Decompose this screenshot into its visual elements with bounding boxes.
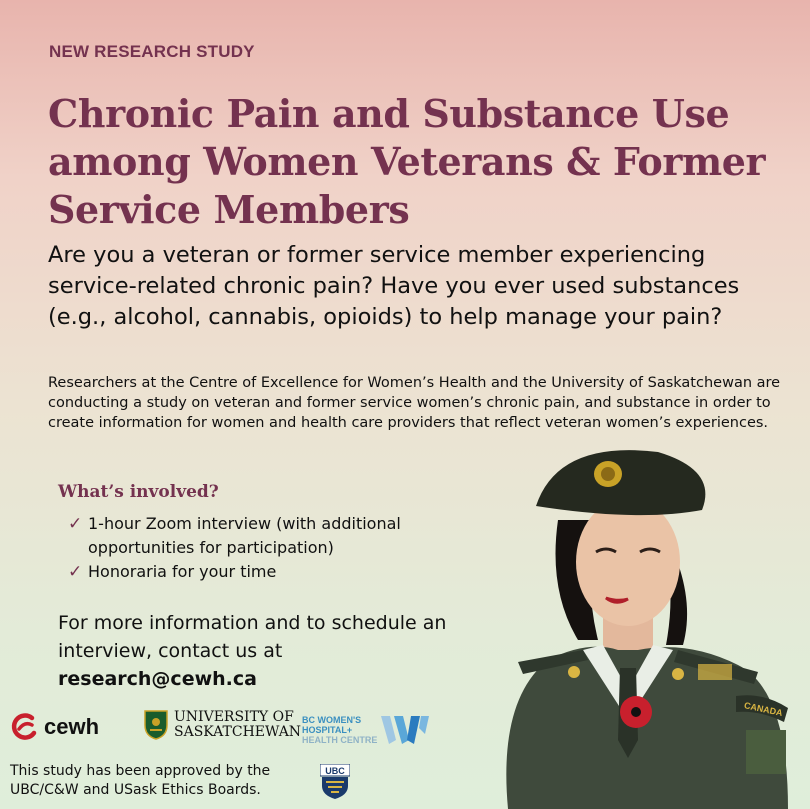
bc-womens-logo [302,714,429,746]
list-item-text: Honoraria for your time [88,562,277,581]
usask-crest-icon [144,710,168,740]
usask-line-2: SASKATCHEWAN [174,724,302,740]
study-title: Chronic Pain and Substance Use among Women Veterans & Former Service Members [48,91,766,232]
study-description: Researchers at the Centre of Excellence for Women’s Health and the University of Saskatchewan are conducting a study on veteran and former service women’s chronic pain, and substance in order to create information for women and health care providers that reflect veteran women’s experiences. [48,375,781,431]
ethics-approval-note: This study has been approved by the UBC/C&W and USask Ethics Boards. [10,763,271,798]
cewh-logo [10,712,99,742]
eligibility-question: Are you a veteran or former service member experiencing service-related chronic pain? Have you ever used substances (e.g., alcohol, cannabis, opioids) to help manage your pain? [48,242,740,330]
checkmark-icon: ✓ [68,514,83,534]
list-item-text: 1-hour Zoom interview (with additional opportunities for participation) [88,514,401,557]
checkmark-icon: ✓ [68,562,83,582]
ubc-crest-icon [320,764,350,800]
bcw-line-2: HOSPITAL+ [302,725,353,735]
contact-email-link[interactable]: research@cewh.ca [58,668,257,690]
usask-logo [144,710,301,740]
whats-involved-heading: What’s involved? [58,482,219,502]
bcw-w-icon [381,714,429,746]
ubc-wordmark: UBC [325,766,345,776]
partner-logos [10,708,450,756]
usask-line-1: UNIVERSITY OF [174,709,294,725]
bcw-line-1: BC WOMEN'S [302,715,362,725]
bcw-line-3: HEALTH CENTRE [302,735,378,745]
contact-text: For more information and to schedule an interview, contact us at [58,612,447,662]
veteran-portrait-photo [488,440,810,809]
contact-info [58,609,458,693]
list-item [68,512,488,560]
cewh-wordmark: cewh [44,714,100,739]
list-item [68,560,488,584]
cewh-swirl-icon [10,712,40,742]
eyebrow-label: NEW RESEARCH STUDY [49,42,255,61]
involved-list [68,512,488,584]
shoulder-flash-text: CANADA [743,700,784,719]
